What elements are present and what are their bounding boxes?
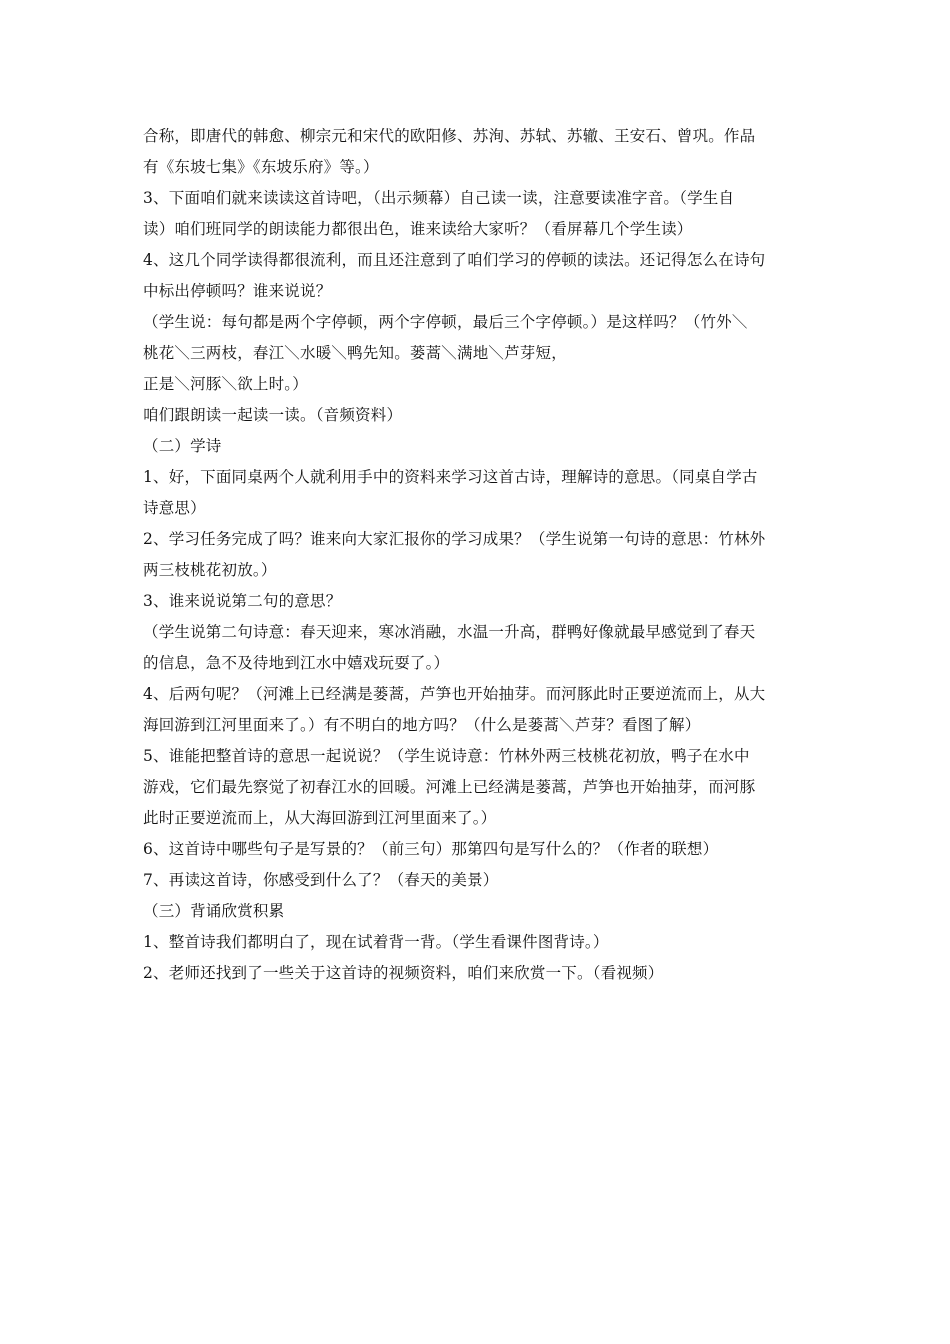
text-line-23: 此时正要逆流而上，从大海回游到江河里面来了。） bbox=[143, 809, 497, 827]
text-line-1: 合称，即唐代的韩愈、柳宗元和宋代的欧阳修、苏洵、苏轼、苏辙、王安石、曾巩。作品 bbox=[143, 127, 756, 145]
text-line-4: 读）咱们班同学的朗读能力都很出色，谁来读给大家听？（看屏幕几个学生读） bbox=[143, 220, 693, 238]
text-line-27: 1、整首诗我们都明白了，现在试着背一背。（学生看课件图背诗。） bbox=[143, 933, 609, 951]
text-line-24: 6、这首诗中哪些句子是写景的？（前三句）那第四句是写什么的？（作者的联想） bbox=[143, 840, 719, 858]
text-line-18: 的信息，急不及待地到江水中嬉戏玩耍了。） bbox=[143, 654, 450, 672]
text-line-20: 海回游到江河里面来了。）有不明白的地方吗？（什么是蒌蒿＼芦芽？看图了解） bbox=[143, 716, 701, 734]
section-heading-3: （三）背诵欣赏积累 bbox=[143, 902, 285, 920]
text-line-9: 正是＼河豚＼欲上时。） bbox=[143, 375, 308, 393]
text-line-13: 诗意思） bbox=[143, 499, 206, 517]
text-line-21: 5、谁能把整首诗的意思一起说说？（学生说诗意：竹林外两三枝桃花初放，鸭子在水中 bbox=[143, 747, 750, 765]
text-line-19: 4、后两句呢？（河滩上已经满是蒌蒿，芦笋也开始抽芽。而河豚此时正要逆流而上，从大 bbox=[143, 685, 766, 703]
text-line-25: 7、再读这首诗，你感受到什么了？（春天的美景） bbox=[143, 871, 499, 889]
text-line-7: （学生说：每句都是两个字停顿，两个字停顿，最后三个字停顿。）是这样吗？（竹外＼ bbox=[143, 313, 748, 331]
text-line-5: 4、这几个同学读得都很流利，而且还注意到了咱们学习的停顿的读法。还记得怎么在诗句 bbox=[143, 251, 766, 269]
document-body bbox=[143, 121, 813, 989]
text-line-16: 3、谁来说说第二句的意思？ bbox=[143, 592, 342, 610]
text-line-3: 3、下面咱们就来读读这首诗吧，（出示频幕）自己读一读，注意要读准字音。（学生自 bbox=[143, 189, 735, 207]
text-line-15: 两三枝桃花初放。） bbox=[143, 561, 277, 579]
section-heading-2: （二）学诗 bbox=[143, 437, 222, 455]
text-line-10: 咱们跟朗读一起读一读。（音频资料） bbox=[143, 406, 403, 424]
text-line-8: 桃花＼三两枝，春江＼水暖＼鸭先知。蒌蒿＼满地＼芦芽短， bbox=[143, 344, 567, 362]
text-line-28: 2、老师还找到了一些关于这首诗的视频资料，咱们来欣赏一下。（看视频） bbox=[143, 964, 664, 982]
text-line-2: 有《东坡七集》《东坡乐府》等。） bbox=[143, 158, 379, 176]
text-line-14: 2、学习任务完成了吗？谁来向大家汇报你的学习成果？（学生说第一句诗的意思：竹林外 bbox=[143, 530, 766, 548]
text-line-22: 游戏，它们最先察觉了初春江水的回暖。河滩上已经满是蒌蒿，芦笋也开始抽芽，而河豚 bbox=[143, 778, 756, 796]
text-line-17: （学生说第二句诗意：春天迎来，寒冰消融，水温一升高，群鸭好像就最早感觉到了春天 bbox=[143, 623, 756, 641]
text-line-12: 1、好，下面同桌两个人就利用手中的资料来学习这首古诗，理解诗的意思。（同桌自学古 bbox=[143, 468, 758, 486]
text-line-6: 中标出停顿吗？谁来说说？ bbox=[143, 282, 332, 300]
